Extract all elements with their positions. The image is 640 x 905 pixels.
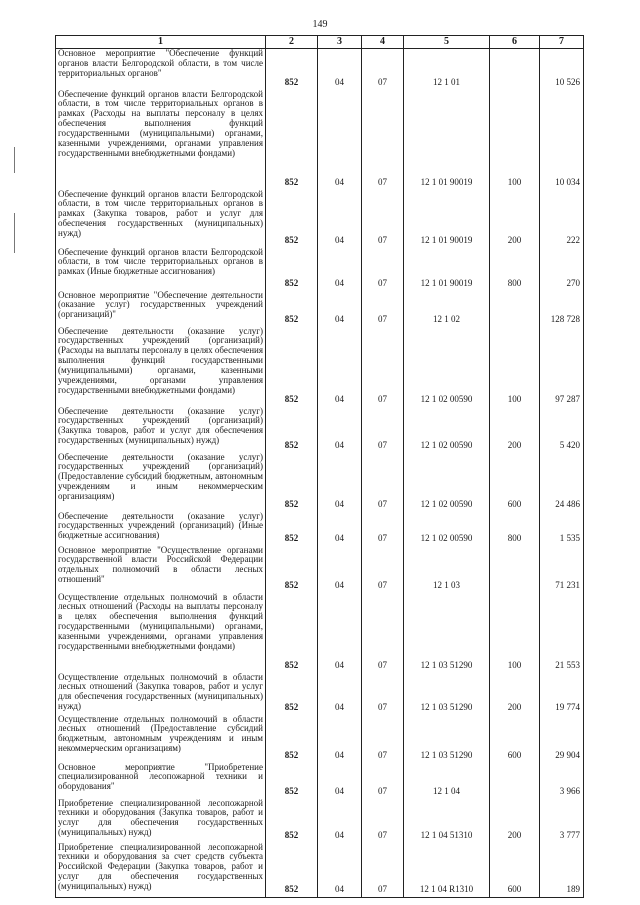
subsection-code: 07 — [362, 512, 404, 546]
row-description: Обеспечение функций органов власти Белгородской области, в том числе территориальных органов в рамках (Закупка товаров, работ и услуг для обеспечения государственных (муниципальных) нужд) — [56, 190, 266, 248]
target-article-code: 12 1 02 00590 — [404, 327, 490, 407]
target-article-code: 12 1 03 51290 — [404, 715, 490, 763]
admin-code: 852 — [266, 593, 318, 673]
amount: 97 287 — [540, 327, 584, 407]
table-row — [56, 799, 584, 843]
amount: 29 904 — [540, 715, 584, 763]
section-code: 04 — [318, 248, 362, 291]
subsection-code: 07 — [362, 248, 404, 291]
subsection-code: 07 — [362, 327, 404, 407]
section-code: 04 — [318, 453, 362, 512]
amount: 21 553 — [540, 593, 584, 673]
amount: 189 — [540, 843, 584, 898]
admin-code: 852 — [266, 327, 318, 407]
subsection-code: 07 — [362, 546, 404, 593]
subsection-code: 07 — [362, 407, 404, 453]
target-article-code: 12 1 02 00590 — [404, 512, 490, 546]
amount: 10 034 — [540, 90, 584, 190]
target-article-code: 12 1 02 00590 — [404, 407, 490, 453]
table-row — [56, 673, 584, 715]
row-description: Основное мероприятие "Приобретение специализированной лесопожарной техники и оборудования" — [56, 763, 266, 799]
expense-type-code: 600 — [490, 715, 540, 763]
section-code: 04 — [318, 843, 362, 898]
margin-mark — [14, 213, 15, 253]
target-article-code: 12 1 01 90019 — [404, 190, 490, 248]
target-article-code: 12 1 02 — [404, 291, 490, 327]
section-code: 04 — [318, 190, 362, 248]
amount: 5 420 — [540, 407, 584, 453]
target-article-code: 12 1 03 51290 — [404, 593, 490, 673]
amount: 24 486 — [540, 453, 584, 512]
row-description: Осуществление отдельных полномочий в области лесных отношений (Закупка товаров, работ и услуг для обеспечения государственных (муниципальных) нужд) — [56, 673, 266, 715]
row-description: Приобретение специализированной лесопожарной техники и оборудования за счет средств субъекта Российской Федерации (Закупка товаров, работ и услуг для обеспечения государственных (муниципальных) нужд) — [56, 843, 266, 898]
page-number: 149 — [312, 19, 328, 30]
column-header: 6 — [490, 36, 540, 49]
admin-code: 852 — [266, 248, 318, 291]
admin-code: 852 — [266, 843, 318, 898]
table-row — [56, 843, 584, 898]
row-description: Обеспечение деятельности (оказание услуг) государственных учреждений (организаций) (Предоставление субсидий бюджетным, автономным учреждениям и иным некоммерческим организациям) — [56, 453, 266, 512]
amount: 10 526 — [540, 49, 584, 90]
target-article-code: 12 1 01 — [404, 49, 490, 90]
admin-code: 852 — [266, 512, 318, 546]
subsection-code: 07 — [362, 291, 404, 327]
amount: 3 966 — [540, 763, 584, 799]
margin-mark — [14, 147, 15, 173]
expense-type-code — [490, 291, 540, 327]
row-description: Основное мероприятие "Обеспечение деятельности (оказание услуг) государственных учреждений (организаций)" — [56, 291, 266, 327]
table-row — [56, 248, 584, 291]
subsection-code: 07 — [362, 453, 404, 512]
section-code: 04 — [318, 673, 362, 715]
subsection-code: 07 — [362, 763, 404, 799]
row-description: Обеспечение деятельности (оказание услуг) государственных учреждений (организаций) (Закупка товаров, работ и услуг для обеспечения государственных (муниципальных) нужд) — [56, 407, 266, 453]
header-row — [56, 36, 584, 49]
target-article-code: 12 1 03 51290 — [404, 673, 490, 715]
admin-code: 852 — [266, 673, 318, 715]
section-code: 04 — [318, 407, 362, 453]
row-description: Осуществление отдельных полномочий в области лесных отношений (Расходы на выплаты персоналу в целях обеспечения выполнения функций государственными (муниципальными) органами, казенными учреждениями, органами управления государственными внебюджетными фондами) — [56, 593, 266, 673]
subsection-code: 07 — [362, 90, 404, 190]
target-article-code: 12 1 01 90019 — [404, 248, 490, 291]
row-description: Обеспечение деятельности (оказание услуг) государственных учреждений (организаций) (Расходы на выплаты персоналу в целях обеспечения выполнения функций государственными (муниципальными) органами, казенными учреждениями, органами управления государственными внебюджетными фондами) — [56, 327, 266, 407]
table-row — [56, 512, 584, 546]
section-code: 04 — [318, 512, 362, 546]
budget-table — [55, 35, 584, 898]
subsection-code: 07 — [362, 715, 404, 763]
expense-type-code: 100 — [490, 90, 540, 190]
target-article-code: 12 1 02 00590 — [404, 453, 490, 512]
admin-code: 852 — [266, 715, 318, 763]
amount: 3 777 — [540, 799, 584, 843]
expense-type-code — [490, 763, 540, 799]
section-code: 04 — [318, 90, 362, 190]
table-row — [56, 327, 584, 407]
row-description: Основное мероприятие "Осуществление органами государственной власти Российской Федерации отдельных полномочий в области лесных отношений" — [56, 546, 266, 593]
table-row — [56, 546, 584, 593]
section-code: 04 — [318, 327, 362, 407]
table-row — [56, 407, 584, 453]
target-article-code: 12 1 04 — [404, 763, 490, 799]
row-description: Обеспечение функций органов власти Белгородской области, в том числе территориальных органов в рамках (Расходы на выплаты персоналу в целях обеспечения выполнения функций государственными (муниципальными) органами, казенными учреждениями, органами управления государственными внебюджетными фондами) — [56, 90, 266, 190]
column-header: 4 — [362, 36, 404, 49]
section-code: 04 — [318, 593, 362, 673]
section-code: 04 — [318, 715, 362, 763]
row-description: Основное мероприятие "Обеспечение функций органов власти Белгородской области, в том числе территориальных органов" — [56, 49, 266, 90]
expense-type-code: 200 — [490, 673, 540, 715]
amount: 71 231 — [540, 546, 584, 593]
amount: 222 — [540, 190, 584, 248]
section-code: 04 — [318, 799, 362, 843]
admin-code: 852 — [266, 407, 318, 453]
subsection-code: 07 — [362, 49, 404, 90]
target-article-code: 12 1 01 90019 — [404, 90, 490, 190]
section-code: 04 — [318, 546, 362, 593]
expense-type-code — [490, 546, 540, 593]
table-row — [56, 763, 584, 799]
table-row — [56, 190, 584, 248]
table-row — [56, 90, 584, 190]
subsection-code: 07 — [362, 190, 404, 248]
expense-type-code: 100 — [490, 593, 540, 673]
table-row — [56, 291, 584, 327]
amount: 270 — [540, 248, 584, 291]
row-description: Обеспечение деятельности (оказание услуг) государственных учреждений (организаций) (Иные бюджетные ассигнования) — [56, 512, 266, 546]
subsection-code: 07 — [362, 673, 404, 715]
column-header: 5 — [404, 36, 490, 49]
expense-type-code: 600 — [490, 453, 540, 512]
expense-type-code: 600 — [490, 843, 540, 898]
row-description: Осуществление отдельных полномочий в области лесных отношений (Предоставление субсидий бюджетным, автономным учреждениям и иным некоммерческим организациям) — [56, 715, 266, 763]
amount: 1 535 — [540, 512, 584, 546]
section-code: 04 — [318, 291, 362, 327]
table-row — [56, 715, 584, 763]
expense-type-code: 800 — [490, 512, 540, 546]
target-article-code: 12 1 04 51310 — [404, 799, 490, 843]
expense-type-code — [490, 49, 540, 90]
admin-code: 852 — [266, 291, 318, 327]
row-description: Обеспечение функций органов власти Белгородской области, в том числе территориальных органов в рамках (Иные бюджетные ассигнования) — [56, 248, 266, 291]
row-description: Приобретение специализированной лесопожарной техники и оборудования (Закупка товаров, работ и услуг для обеспечения государственных (муниципальных) нужд) — [56, 799, 266, 843]
admin-code: 852 — [266, 546, 318, 593]
target-article-code: 12 1 03 — [404, 546, 490, 593]
subsection-code: 07 — [362, 593, 404, 673]
subsection-code: 07 — [362, 799, 404, 843]
section-code: 04 — [318, 763, 362, 799]
section-code: 04 — [318, 49, 362, 90]
admin-code: 852 — [266, 453, 318, 512]
amount: 128 728 — [540, 291, 584, 327]
table-row — [56, 49, 584, 90]
admin-code: 852 — [266, 49, 318, 90]
column-header: 1 — [56, 36, 266, 49]
expense-type-code: 200 — [490, 190, 540, 248]
admin-code: 852 — [266, 763, 318, 799]
subsection-code: 07 — [362, 843, 404, 898]
expense-type-code: 200 — [490, 799, 540, 843]
column-header: 7 — [540, 36, 584, 49]
table-row — [56, 593, 584, 673]
admin-code: 852 — [266, 190, 318, 248]
expense-type-code: 200 — [490, 407, 540, 453]
amount: 19 774 — [540, 673, 584, 715]
expense-type-code: 800 — [490, 248, 540, 291]
admin-code: 852 — [266, 799, 318, 843]
target-article-code: 12 1 04 R1310 — [404, 843, 490, 898]
column-header: 2 — [266, 36, 318, 49]
admin-code: 852 — [266, 90, 318, 190]
expense-type-code: 100 — [490, 327, 540, 407]
column-header: 3 — [318, 36, 362, 49]
table-row — [56, 453, 584, 512]
